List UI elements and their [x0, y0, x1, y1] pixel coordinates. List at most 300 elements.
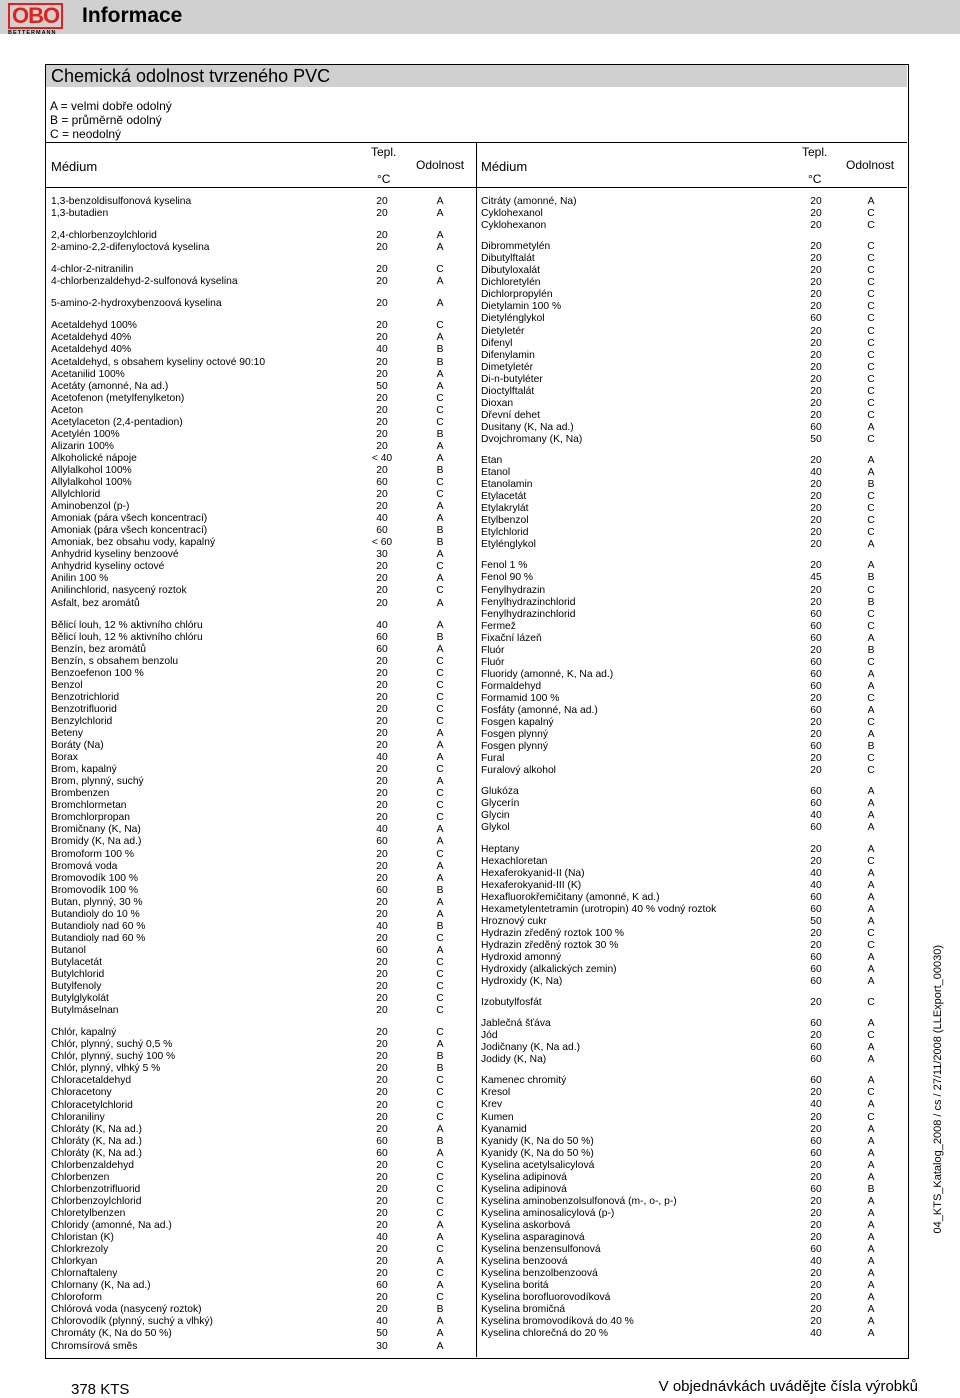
- medium-cell: Fixační lázeň: [481, 632, 542, 644]
- temperature-cell: 20: [376, 764, 388, 776]
- rating-cell: C: [436, 848, 444, 860]
- medium-cell: Dietylamin 100 %: [481, 301, 562, 313]
- table-row: [51, 1184, 450, 1196]
- medium-cell: Jablečná šťáva: [481, 1018, 551, 1030]
- temperature-cell: 20: [376, 242, 388, 254]
- temperature-cell: 50: [376, 380, 388, 392]
- rating-cell: A: [867, 1135, 875, 1147]
- table-row: [481, 362, 881, 374]
- medium-cell: Kyselina bromovodíková do 40 %: [481, 1316, 634, 1328]
- header-tepl-left: Tepl.: [371, 145, 397, 159]
- table-row: [481, 539, 881, 551]
- table-row: [481, 940, 881, 952]
- medium-cell: Kyselina borofluorovodíková: [481, 1292, 611, 1304]
- medium-cell: Chloráty (K, Na ad.): [51, 1123, 142, 1135]
- rating-cell: A: [867, 455, 875, 466]
- medium-cell: Formamid 100 %: [481, 692, 560, 704]
- temperature-cell: 20: [810, 717, 822, 729]
- medium-cell: Butylchlorid: [51, 969, 105, 980]
- medium-cell: Chloráty (K, Na ad.): [51, 1147, 142, 1159]
- temperature-cell: 20: [810, 1195, 822, 1207]
- table-row: [481, 479, 881, 491]
- rating-cell: C: [436, 1207, 444, 1219]
- table-row: [51, 561, 450, 573]
- page-header-title: Informace: [82, 4, 183, 27]
- rating-cell: C: [867, 301, 875, 313]
- temperature-cell: 20: [376, 1195, 388, 1207]
- temperature-cell: 20: [376, 1207, 388, 1219]
- rating-cell: B: [436, 344, 444, 356]
- temperature-cell: 60: [810, 786, 822, 798]
- medium-cell: Alizarin 100%: [51, 440, 114, 452]
- table-row: [481, 560, 881, 572]
- table-row: [51, 264, 450, 276]
- medium-cell: Fosgen plynný: [481, 729, 548, 741]
- temperature-cell: 20: [376, 1220, 388, 1231]
- temperature-cell: 20: [810, 596, 822, 608]
- table-row: [481, 1087, 881, 1099]
- medium-cell: Kumen: [481, 1111, 514, 1123]
- medium-cell: Chromsírová směs: [51, 1340, 138, 1352]
- rating-cell: C: [436, 1195, 444, 1207]
- medium-cell: Kresol: [481, 1087, 511, 1099]
- medium-cell: 2-amino-2,2-difenyloctová kyselina: [51, 242, 210, 254]
- table-row: [51, 909, 450, 921]
- rating-cell: C: [867, 361, 875, 373]
- temperature-cell: 20: [810, 455, 822, 466]
- temperature-cell: 20: [376, 1027, 388, 1039]
- rating-cell: C: [436, 956, 444, 968]
- temperature-cell: 20: [376, 655, 388, 667]
- table-row: [51, 208, 450, 220]
- medium-cell: Hydroxidy (K, Na): [481, 976, 563, 988]
- rating-cell: B: [867, 741, 875, 753]
- medium-cell: Butylglykolát: [51, 993, 109, 1005]
- medium-cell: Chloráty (K, Na ad.): [51, 1135, 142, 1147]
- temperature-cell: 20: [376, 896, 388, 908]
- table-row: [481, 693, 881, 705]
- rating-cell: A: [436, 276, 444, 288]
- medium-cell: Benzín, s obsahem benzolu: [51, 655, 179, 667]
- rating-cell: A: [867, 467, 875, 479]
- footer-note: V objednávkách uvádějte čísla výrobků: [658, 1378, 918, 1395]
- table-row: [51, 945, 450, 957]
- table-row: [481, 892, 881, 904]
- temperature-cell: 60: [810, 798, 822, 810]
- table-row: [51, 1148, 450, 1160]
- rating-cell: C: [436, 993, 444, 1005]
- temperature-cell: 60: [810, 313, 822, 325]
- temperature-cell: 20: [376, 356, 388, 368]
- table-row: [481, 1328, 881, 1340]
- rating-cell: C: [867, 753, 875, 765]
- table-row: [51, 1087, 450, 1099]
- temperature-cell: 60: [810, 620, 822, 632]
- temperature-cell: 20: [376, 1063, 388, 1075]
- rating-cell: A: [867, 822, 875, 834]
- table-row: [51, 585, 450, 597]
- rating-cell: A: [436, 368, 444, 380]
- rating-cell: A: [867, 1099, 875, 1111]
- temperature-cell: 20: [376, 776, 388, 788]
- medium-cell: Butandioly nad 60 %: [51, 920, 146, 932]
- table-row: [481, 1268, 881, 1280]
- rating-cell: A: [436, 549, 444, 561]
- table-row: [51, 276, 450, 288]
- temperature-cell: 20: [810, 397, 822, 409]
- rating-cell: A: [436, 597, 444, 609]
- table-row: [51, 788, 450, 800]
- table-row: [51, 465, 450, 477]
- medium-cell: Butylacetát: [51, 956, 102, 968]
- rating-cell: A: [867, 729, 875, 741]
- rating-cell: A: [867, 632, 875, 644]
- table-row: [51, 1280, 450, 1292]
- table-row: [481, 1112, 881, 1124]
- medium-cell: Difenylamin: [481, 349, 535, 361]
- table-row: [481, 1124, 881, 1136]
- table-row: [481, 289, 881, 301]
- rating-cell: C: [867, 855, 875, 867]
- medium-cell: Izobutylfosfát: [481, 997, 542, 1009]
- table-row: [51, 632, 450, 644]
- table-row: [51, 393, 450, 405]
- temperature-cell: 20: [810, 361, 822, 373]
- temperature-cell: 20: [376, 264, 388, 276]
- rating-cell: C: [867, 692, 875, 704]
- medium-cell: Acetaldehyd, s obsahem kyseliny octové 90:10: [51, 356, 266, 368]
- rating-cell: C: [867, 1087, 875, 1099]
- table-row: [51, 344, 450, 356]
- table-row: [51, 405, 450, 417]
- medium-cell: Difenyl: [481, 337, 513, 349]
- rating-cell: B: [867, 572, 875, 584]
- temperature-cell: 60: [810, 1183, 822, 1195]
- temperature-cell: 40: [376, 920, 388, 932]
- temperature-cell: 40: [376, 824, 388, 836]
- temperature-cell: 20: [376, 812, 388, 824]
- rating-cell: C: [436, 812, 444, 824]
- rating-cell: A: [436, 908, 444, 920]
- rating-cell: C: [436, 416, 444, 428]
- temperature-cell: 20: [376, 981, 388, 993]
- rating-cell: A: [867, 668, 875, 680]
- temperature-cell: 20: [810, 1159, 822, 1171]
- table-row: [51, 1341, 450, 1353]
- temperature-cell: 20: [376, 561, 388, 573]
- table-row: [51, 1328, 450, 1340]
- temperature-cell: 20: [376, 404, 388, 416]
- medium-cell: Kyselina bromičná: [481, 1304, 566, 1316]
- table-row: [481, 1244, 881, 1256]
- temperature-cell: 20: [810, 241, 822, 253]
- rating-cell: A: [867, 539, 875, 551]
- table-row: [51, 716, 450, 728]
- temperature-cell: 60: [810, 1135, 822, 1147]
- temperature-cell: 20: [376, 872, 388, 884]
- table-row: [51, 680, 450, 692]
- medium-cell: Etylbenzol: [481, 515, 529, 527]
- table-row: [51, 320, 450, 332]
- rating-cell: B: [436, 525, 444, 537]
- temperature-cell: 20: [376, 860, 388, 872]
- rating-cell: C: [867, 927, 875, 939]
- rating-cell: A: [436, 242, 444, 254]
- rating-cell: B: [436, 884, 444, 896]
- temperature-cell: 20: [376, 1099, 388, 1111]
- medium-cell: Allylalkohol 100%: [51, 464, 132, 476]
- rating-cell: C: [436, 788, 444, 800]
- rating-cell: C: [867, 717, 875, 729]
- temperature-cell: 20: [376, 489, 388, 501]
- rating-cell: C: [867, 515, 875, 527]
- temperature-cell: 20: [810, 560, 822, 572]
- medium-cell: Cyklohexanon: [481, 220, 547, 232]
- rating-cell: A: [436, 740, 444, 752]
- rating-cell: C: [436, 1183, 444, 1195]
- rating-cell: C: [436, 561, 444, 573]
- table-row: [51, 1268, 450, 1280]
- temperature-cell: 20: [376, 585, 388, 597]
- temperature-cell: 20: [810, 1030, 822, 1042]
- medium-cell: Butandioly nad 60 %: [51, 932, 146, 944]
- table-row: [481, 868, 881, 880]
- medium-cell: Kyanidy (K, Na do 50 %): [481, 1135, 594, 1147]
- medium-cell: Cyklohexanol: [481, 208, 543, 220]
- medium-cell: Chloracetony: [51, 1087, 112, 1099]
- medium-cell: Fosgen kapalný: [481, 717, 554, 729]
- table-row: [481, 810, 881, 822]
- temperature-cell: 60: [810, 705, 822, 716]
- temperature-cell: 20: [376, 1039, 388, 1051]
- temperature-cell: 20: [376, 392, 388, 404]
- medium-cell: Chlorbenzaldehyd: [51, 1159, 135, 1171]
- rating-cell: A: [436, 1316, 444, 1328]
- table-row: [481, 1184, 881, 1196]
- temperature-cell: 20: [376, 276, 388, 288]
- medium-cell: Fluór: [481, 656, 505, 668]
- temperature-cell: 20: [810, 539, 822, 551]
- rating-cell: A: [436, 1220, 444, 1231]
- medium-cell: Kyselina adipinová: [481, 1171, 567, 1183]
- medium-cell: Chlorbenzotrifluorid: [51, 1183, 141, 1195]
- medium-cell: Etanol: [481, 467, 511, 479]
- rating-cell: C: [867, 337, 875, 349]
- medium-cell: Kyselina boritá: [481, 1280, 549, 1292]
- temperature-cell: 20: [376, 1051, 388, 1063]
- table-row: [51, 369, 450, 381]
- temperature-cell: 60: [810, 1244, 822, 1256]
- temperature-cell: 20: [810, 927, 822, 939]
- medium-cell: Benzotrifluorid: [51, 703, 117, 715]
- temperature-cell: 40: [376, 619, 388, 631]
- temperature-cell: 20: [376, 679, 388, 691]
- table-row: [481, 952, 881, 964]
- temperature-cell: 20: [810, 277, 822, 289]
- medium-cell: Formaldehyd: [481, 680, 542, 692]
- temperature-cell: 20: [810, 843, 822, 855]
- medium-cell: Kyselina benzensulfonová: [481, 1244, 601, 1256]
- rating-cell: A: [436, 872, 444, 884]
- medium-cell: Fenylhydrazin: [481, 584, 546, 596]
- table-row: [481, 455, 881, 467]
- rating-cell: A: [436, 728, 444, 739]
- temperature-cell: 50: [810, 433, 822, 445]
- table-row: [481, 1030, 881, 1042]
- temperature-cell: 60: [376, 525, 388, 537]
- rating-cell: C: [867, 409, 875, 421]
- medium-cell: Acetaldehyd 100%: [51, 320, 137, 332]
- rating-cell: A: [436, 332, 444, 344]
- temperature-cell: 20: [810, 253, 822, 265]
- temperature-cell: 20: [376, 573, 388, 585]
- temperature-cell: 20: [810, 503, 822, 515]
- legend-c: C = neodolný: [50, 127, 122, 141]
- temperature-cell: 60: [810, 608, 822, 620]
- temperature-cell: 20: [810, 1171, 822, 1183]
- table-row: [51, 1160, 450, 1172]
- temperature-cell: 60: [376, 1280, 388, 1292]
- temperature-cell: 20: [810, 1316, 822, 1328]
- temperature-cell: 20: [810, 265, 822, 277]
- temperature-cell: 20: [376, 230, 388, 242]
- table-row: [51, 1039, 450, 1051]
- temperature-cell: 60: [810, 891, 822, 903]
- table-row: [481, 669, 881, 681]
- rating-cell: A: [436, 573, 444, 585]
- table-row: [481, 467, 881, 479]
- rating-cell: A: [436, 944, 444, 956]
- temperature-cell: 20: [376, 956, 388, 968]
- table-row: [481, 410, 881, 422]
- medium-cell: Benzylchlorid: [51, 715, 113, 727]
- rating-cell: C: [867, 584, 875, 596]
- table-row: [481, 277, 881, 289]
- medium-cell: Chloretylbenzen: [51, 1207, 126, 1219]
- temperature-cell: 60: [810, 1147, 822, 1159]
- temperature-cell: 60: [810, 680, 822, 692]
- table-row: [51, 1075, 450, 1087]
- temperature-cell: 60: [810, 741, 822, 753]
- table-row: [481, 633, 881, 645]
- table-row: [51, 1100, 450, 1112]
- medium-cell: Dietyletér: [481, 325, 525, 337]
- table-row: [51, 897, 450, 909]
- medium-cell: Hroznový cukr: [481, 915, 547, 927]
- table-row: [481, 1075, 881, 1087]
- temperature-cell: 60: [810, 632, 822, 644]
- temperature-cell: 20: [810, 373, 822, 385]
- table-row: [481, 798, 881, 810]
- temperature-cell: 20: [810, 1219, 822, 1231]
- rating-cell: A: [867, 1171, 875, 1183]
- medium-cell: Jodičnany (K, Na ad.): [481, 1042, 581, 1054]
- table-row: [51, 1136, 450, 1148]
- rating-cell: A: [436, 1340, 444, 1352]
- rating-cell: A: [436, 513, 444, 525]
- temperature-cell: 60: [810, 1075, 822, 1087]
- table-row: [51, 656, 450, 668]
- medium-cell: Etan: [481, 455, 503, 466]
- temperature-cell: 60: [376, 884, 388, 896]
- temperature-cell: 40: [376, 513, 388, 525]
- temperature-cell: 20: [810, 1123, 822, 1135]
- table-row: [51, 824, 450, 836]
- rating-cell: C: [867, 491, 875, 503]
- table-row: [481, 904, 881, 916]
- medium-cell: Alkoholické nápoje: [51, 452, 137, 464]
- table-row: [51, 668, 450, 680]
- table-row: [481, 997, 881, 1009]
- rating-cell: A: [436, 643, 444, 655]
- medium-cell: Chlorovodík (plynný, suchý a vlhký): [51, 1316, 213, 1328]
- rating-cell: A: [867, 1316, 875, 1328]
- temperature-cell: 20: [376, 440, 388, 452]
- temperature-cell: 20: [810, 1207, 822, 1219]
- medium-cell: Kamenec chromitý: [481, 1075, 567, 1087]
- medium-cell: Chlór, kapalný: [51, 1027, 117, 1039]
- medium-cell: 4-chlor-2-nitranilin: [51, 264, 134, 276]
- table-row: [51, 620, 450, 632]
- table-row: [481, 572, 881, 584]
- temperature-cell: 60: [810, 903, 822, 915]
- medium-cell: Kyselina chlorečná do 20 %: [481, 1328, 609, 1340]
- rating-cell: A: [867, 798, 875, 810]
- table-row: [51, 957, 450, 969]
- rating-cell: A: [436, 501, 444, 513]
- rating-cell: B: [436, 537, 444, 549]
- medium-cell: Beteny: [51, 728, 84, 739]
- rating-cell: C: [436, 1087, 444, 1099]
- rating-cell: B: [867, 479, 875, 491]
- rating-cell: A: [867, 1292, 875, 1304]
- table-row: [481, 729, 881, 741]
- table-header-rule: [46, 187, 907, 188]
- rating-cell: A: [436, 1232, 444, 1244]
- table-row: [51, 429, 450, 441]
- rating-cell: C: [867, 349, 875, 361]
- medium-cell: Dichlorpropylén: [481, 289, 553, 301]
- rating-cell: A: [867, 196, 875, 207]
- medium-cell: 1,3-benzoldisulfonová kyselina: [51, 196, 192, 207]
- temperature-cell: 20: [810, 584, 822, 596]
- medium-cell: Hexametylentetramin (urotropin) 40 % vodný roztok: [481, 903, 717, 915]
- rating-cell: A: [867, 915, 875, 927]
- rating-cell: A: [867, 951, 875, 963]
- temperature-cell: 20: [810, 385, 822, 397]
- table-row: [481, 681, 881, 693]
- table-row: [51, 1063, 450, 1075]
- rating-cell: C: [867, 208, 875, 220]
- table-row: [481, 645, 881, 657]
- table-row: [481, 786, 881, 798]
- rating-cell: A: [436, 230, 444, 242]
- medium-cell: Kyselina askorbová: [481, 1219, 571, 1231]
- rating-cell: C: [867, 620, 875, 632]
- rating-cell: C: [436, 1005, 444, 1017]
- rating-cell: C: [436, 932, 444, 944]
- rating-cell: C: [436, 1268, 444, 1280]
- medium-cell: Amoniak (pára všech koncentrací): [51, 513, 208, 525]
- table-row: [51, 1196, 450, 1208]
- rating-cell: B: [436, 356, 444, 368]
- temperature-cell: 20: [376, 1005, 388, 1017]
- header-odolnost-left: Odolnost: [416, 158, 465, 172]
- medium-cell: Jodidy (K, Na): [481, 1054, 547, 1066]
- header-unit-right: °C: [808, 172, 822, 186]
- medium-cell: Kyselina aminosalicylová (p-): [481, 1207, 615, 1219]
- medium-cell: Fenol 90 %: [481, 572, 534, 584]
